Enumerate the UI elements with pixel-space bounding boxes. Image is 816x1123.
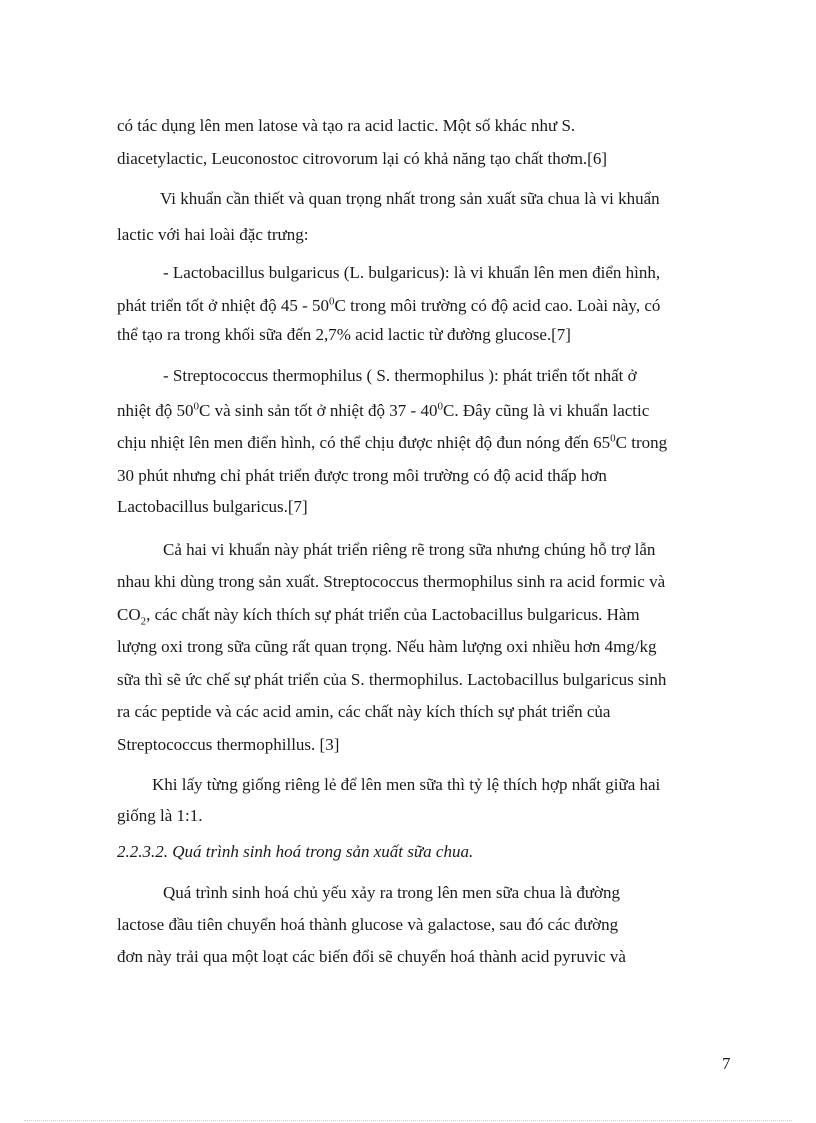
section-heading: 2.2.3.2. Quá trình sinh hoá trong sản xuất sữa chua.	[117, 842, 474, 861]
paragraph-7-line-1: Quá trình sinh hoá chủ yếu xảy ra trong lên men sữa chua là đường	[163, 883, 621, 902]
paragraph-5-line-7: Streptococcus thermophillus. [3]	[117, 735, 340, 754]
paragraph-5-line-2: nhau khi dùng trong sản xuất. Streptococcus thermophilus sinh ra acid formic và	[117, 572, 666, 591]
paragraph-5-line-5: sữa thì sẽ ức chế sự phát triển của S. thermophilus. Lactobacillus bulgaricus sinh	[117, 670, 667, 689]
paragraph-5-line-6: ra các peptide và các acid amin, các chất này kích thích sự phát triển của	[117, 702, 611, 721]
paragraph-6-line-2: giống là 1:1.	[117, 806, 203, 825]
paragraph-5-line-4: lượng oxi trong sữa cũng rất quan trọng. Nếu hàm lượng oxi nhiều hơn 4mg/kg	[117, 637, 657, 656]
paragraph-6-line-1: Khi lấy từng giống riêng lẻ để lên men sữa thì tỷ lệ thích hợp nhất giữa hai	[152, 775, 661, 794]
paragraph-5-line-3: $CO_2$, các chất này kích thích sự phát triển của Lactobacillus bulgaricus. Hàm	[117, 605, 640, 628]
paragraph-4-line-1: - Streptococcus thermophilus ( S. thermophilus ): phát triển tốt nhất ở	[163, 366, 637, 385]
paragraph-1-line-2: diacetylactic, Leuconostoc citrovorum lại có khả năng tạo chất thơm.[6]	[117, 149, 608, 168]
paragraph-2-line-1: Vi khuẩn cần thiết và quan trọng nhất trong sản xuất sữa chua là vi khuẩn	[160, 189, 660, 208]
paragraph-4-line-4: 30 phút nhưng chỉ phát triển được trong môi trường có độ acid thấp hơn	[117, 466, 607, 485]
paragraph-7-line-2: lactose đầu tiên chuyển hoá thành glucose và galactose, sau đó các đường	[117, 915, 619, 934]
paragraph-3-line-2: phát triển tốt ở nhiệt độ $45 - 50^0C$ trong môi trường có độ acid cao. Loài này, có	[117, 295, 661, 315]
page-number: 7	[722, 1054, 731, 1073]
paragraph-7-line-3: đơn này trải qua một loạt các biến đổi sẽ chuyển hoá thành acid pyruvic và	[117, 947, 626, 966]
paragraph-3-line-3: thể tạo ra trong khối sữa đến 2,7% acid lactic từ đường glucose.[7]	[117, 325, 571, 344]
paragraph-4-line-5: Lactobacillus bulgaricus.[7]	[117, 497, 308, 516]
paragraph-2-line-2: lactic với hai loài đặc trưng:	[117, 225, 309, 244]
page-bottom-divider	[24, 1120, 792, 1121]
paragraph-4-line-2: nhiệt độ $50^0C$ và sinh sản tốt ở nhiệt độ $37 - 40^0C$. Đây cũng là vi khuẩn lactic	[117, 400, 650, 420]
paragraph-4-line-3: chịu nhiệt lên men điển hình, có thể chịu được nhiệt độ đun nóng đến $65^0C$ trong	[117, 432, 668, 452]
paragraph-5-line-1: Cả hai vi khuẩn này phát triển riêng rẽ trong sữa nhưng chúng hỗ trợ lẫn	[163, 540, 656, 559]
paragraph-1-line-1: có tác dụng lên men latose và tạo ra acid lactic. Một số khác như S.	[117, 116, 576, 135]
paragraph-3-line-1: - Lactobacillus bulgaricus (L. bulgaricus): là vi khuẩn lên men điển hình,	[163, 263, 661, 282]
